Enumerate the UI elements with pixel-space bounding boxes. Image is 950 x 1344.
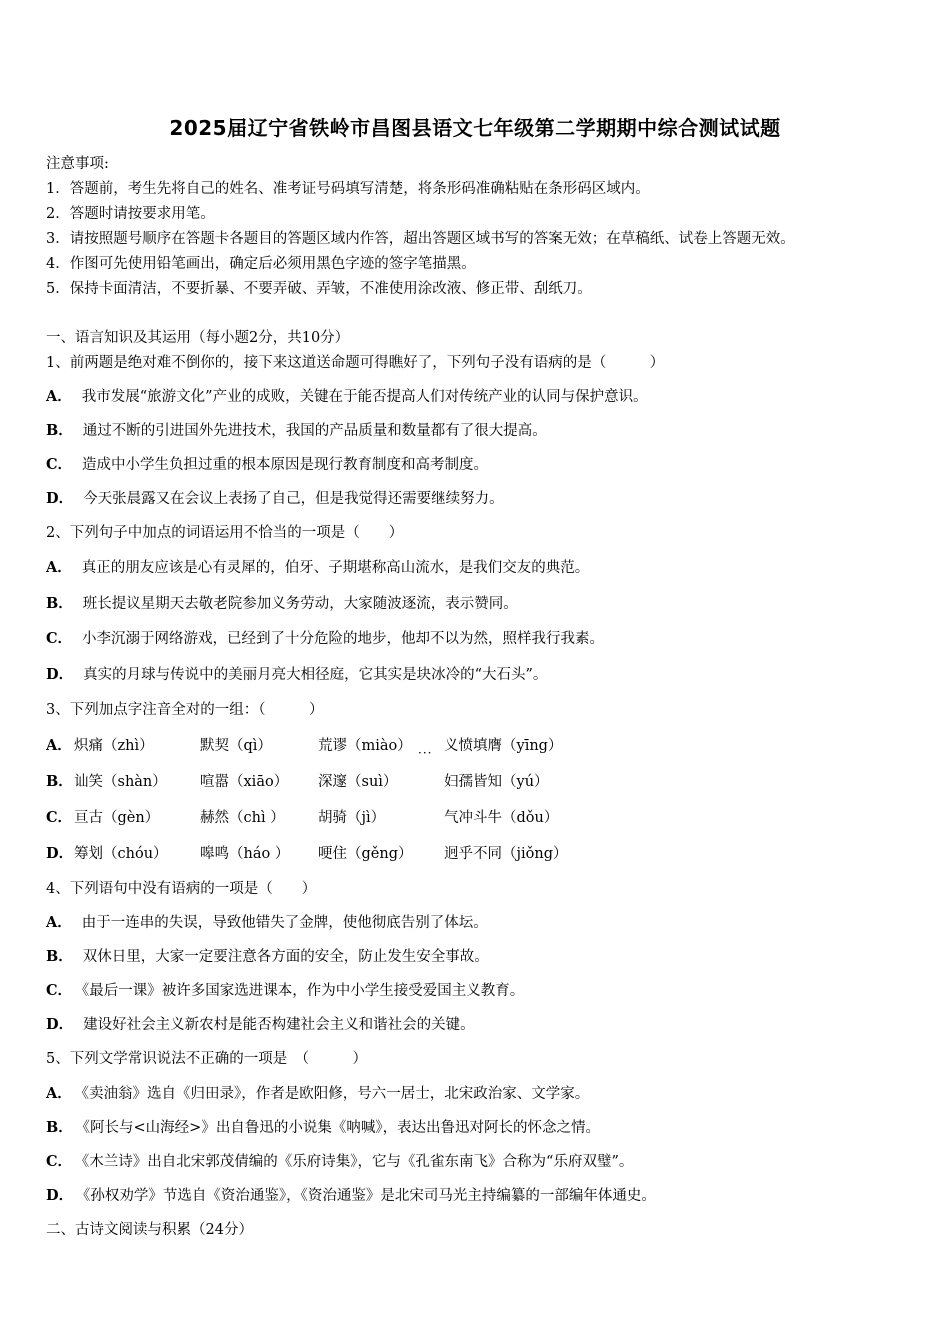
option-label: B． (46, 595, 73, 612)
option-label: B． (46, 422, 73, 439)
pinyin-item: 喧嚣（xiāo） (200, 774, 289, 790)
pinyin-item: 赫然（chì ） (200, 810, 285, 826)
option-label: A． (46, 914, 72, 931)
notes-heading: 注意事项: (46, 156, 109, 172)
option-label: A． (46, 737, 72, 754)
emphasis-dots: ··· (418, 746, 433, 760)
option-row (46, 556, 589, 577)
question-stem: 2、下列句子中加点的词语运用不恰当的一项是（ ） (46, 525, 404, 541)
option-text: 建设好社会主义新农村是能否构建社会主义和谐社会的关键。 (83, 1017, 475, 1033)
option-label: C． (46, 456, 73, 473)
option-text: 造成中小学生负担过重的根本原因是现行教育制度和高考制度。 (82, 457, 489, 473)
option-label: D． (46, 845, 74, 862)
option-text: 通过不断的引进国外先进技术，我国的产品质量和数量都有了很大提高。 (82, 423, 547, 439)
option-label: A． (46, 559, 72, 576)
option-label: C． (46, 982, 73, 999)
section-heading: 二、古诗文阅读与积累（24分） (46, 1222, 253, 1238)
pinyin-row (46, 770, 646, 790)
option-row (46, 1116, 600, 1137)
pinyin-item: 妇孺皆知（yú） (444, 774, 549, 790)
pinyin-row (46, 734, 646, 754)
pinyin-item: 哽住（gěng） (318, 846, 413, 862)
option-text: 班长提议星期天去敬老院参加义务劳动，大家随波逐流，表示赞同。 (82, 596, 518, 612)
option-text: 《最后一课》被许多国家选进课本，作为中小学生接受爱国主义教育。 (82, 983, 525, 999)
option-label: D． (46, 1187, 74, 1204)
pinyin-item: 荒谬（miào） (318, 738, 412, 754)
option-label: C． (46, 809, 73, 826)
pinyin-item: 深邃（suì） (318, 774, 398, 790)
page-title: 2025届辽宁省铁岭市昌图县语文七年级第二学期期中综合测试试题 (169, 116, 781, 140)
option-row (46, 453, 488, 474)
option-row (46, 385, 648, 406)
notes-item: 5．保持卡面清洁，不要折暴、不要弄破、弄皱，不准使用涂改液、修正带、刮纸刀。 (46, 281, 592, 297)
option-row (46, 911, 488, 932)
option-label: A． (46, 1085, 72, 1102)
option-row (46, 1013, 475, 1034)
option-label: C． (46, 630, 73, 647)
option-row (46, 487, 504, 508)
option-text: 双休日里，大家一定要注意各方面的安全，防止发生安全事故。 (82, 949, 489, 965)
pinyin-row (46, 806, 646, 826)
notes-item: 2．答题时请按要求用笔。 (46, 206, 215, 222)
notes-block (46, 152, 795, 302)
option-label: A． (46, 388, 72, 405)
pinyin-item: 讪笑（shàn） (74, 774, 167, 790)
option-row (46, 1082, 589, 1103)
option-text: 真实的月球与传说中的美丽月亮大相径庭，它其实是块冰冷的“大石头”。 (83, 667, 548, 683)
option-text: 我市发展“旅游文化”产业的成败，关键在于能否提高人们对传统产业的认同与保护意识。 (81, 389, 648, 405)
option-label: B． (46, 948, 73, 965)
option-text: 《卖油翁》选自《归田录》，作者是欧阳修，号六一居士，北宋政治家、文学家。 (81, 1086, 590, 1102)
option-text: 今天张晨露又在会议上表扬了自己，但是我觉得还需要继续努力。 (83, 491, 504, 507)
notes-item: 3．请按照题号顺序在答题卡各题目的答题区域内作答，超出答题区域书写的答案无效；在草稿纸、试卷上答题无效。 (46, 231, 795, 247)
section-heading: 一、语言知识及其运用（每小题2分，共10分） (46, 330, 350, 346)
option-label: D． (46, 666, 74, 683)
option-row (46, 663, 547, 684)
option-row (46, 627, 604, 648)
option-text: 小李沉溺于网络游戏，已经到了十分危险的地步，他却不以为然，照样我行我素。 (82, 631, 605, 647)
pinyin-item: 嗥鸣（háo ） (200, 846, 290, 862)
option-text: 《阿长与<山海经>》出自鲁迅的小说集《呐喊》，表达出鲁迅对阿长的怀念之情。 (82, 1120, 601, 1136)
option-row (46, 979, 524, 1000)
option-text: 《孙权劝学》节选自《资治通鉴》，《资治通鉴》是北宋司马光主持编纂的一部编年体通史。 (83, 1188, 656, 1204)
notes-item: 1．答题前，考生先将自己的姓名、准考证号码填写清楚，将条形码准确粘贴在条形码区域内。 (46, 181, 650, 197)
question-stem: 4、下列语句中没有语病的一项是（ ） (46, 881, 317, 897)
option-text: 《木兰诗》出自北宋郭茂倩编的《乐府诗集》，它与《孔雀东南飞》合称为“乐府双璧”。 (82, 1154, 634, 1170)
option-label: B． (46, 1119, 73, 1136)
pinyin-item: 炽痛（zhì） (74, 738, 154, 754)
pinyin-item: 气冲斗牛（dǒu） (444, 810, 559, 826)
option-label: D． (46, 490, 74, 507)
pinyin-item: 胡骑（jì） (318, 810, 386, 826)
option-row (46, 1150, 633, 1171)
pinyin-item: 迥乎不同（jiǒng） (444, 846, 568, 862)
pinyin-row (46, 842, 646, 862)
option-text: 真正的朋友应该是心有灵犀的，伯牙、子期堪称高山流水，是我们交友的典范。 (81, 560, 590, 576)
pinyin-item: 亘古（gèn） (74, 810, 160, 826)
question-stem: 3、下列加点字注音全对的一组：（ ） (46, 702, 324, 718)
pinyin-item: 默契（qì） (200, 738, 272, 754)
option-row (46, 419, 547, 440)
question-stem: 1、前两题是绝对难不倒你的，接下来这道送命题可得瞧好了，下列句子没有语病的是（ ） (46, 355, 665, 371)
option-label: D． (46, 1016, 74, 1033)
question-stem: 5、下列文学常识说法不正确的一项是 （ ） (46, 1051, 367, 1067)
option-label: C． (46, 1153, 73, 1170)
pinyin-item: 筹划（chóu） (74, 846, 168, 862)
option-row (46, 1184, 656, 1205)
option-row (46, 592, 518, 613)
notes-item: 4．作图可先使用铅笔画出，确定后必须用黑色字迹的签字笔描黑。 (46, 256, 476, 272)
option-label: B． (46, 773, 73, 790)
pinyin-item: 义愤填膺（yīng） (444, 738, 563, 754)
option-row (46, 945, 489, 966)
option-text: 由于一连串的失误，导致他错失了金牌，使他彻底告别了体坛。 (81, 915, 488, 931)
